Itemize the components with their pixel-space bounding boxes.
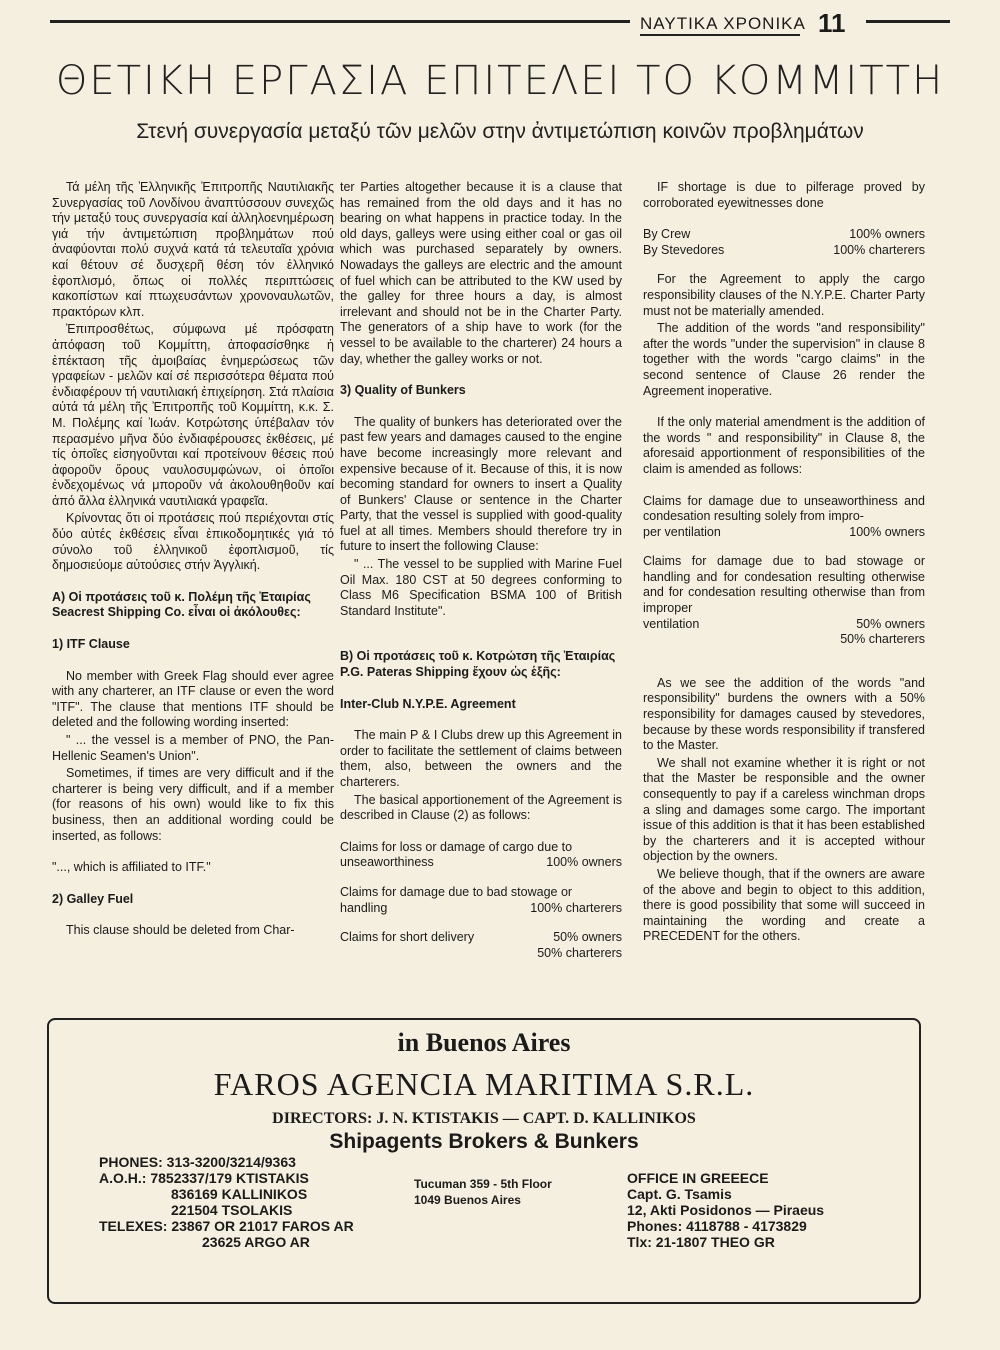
ad-aoh: 221504 TSOLAKIS <box>171 1202 293 1218</box>
paragraph: IF shortage is due to pilferage proved by corroborated eyewitnesses done <box>643 180 925 210</box>
claim-entry <box>643 554 925 648</box>
section-heading: 3) Quality of Bunkers <box>340 383 466 398</box>
ad-city: in Buenos Aires <box>397 1028 571 1057</box>
claim-text: unseaworthiness <box>340 855 434 870</box>
paragraph: We shall not examine whether it is right or not that the Master be responsible and the owner consequently to pay if a careless winchman drops a sling and damages some cargo. The important issue of this addition is that it has been established by the charterers and it is accepted withour objection by the owners. <box>643 755 925 864</box>
paragraph: If the only material amendment is the addition of the words " and responsibility" in Clause 8, the aforesaid apportionment of responsibilities of the claim is amended as follows: <box>643 415 925 476</box>
claim-text: Claims for damage due to bad stowage or <box>340 884 573 899</box>
paragraph: No member with Greek Flag should ever agree with any charterer, an ITF clause or even the word "ITF". The clause that mentions ITF should be deleted and the following wording inserted: <box>52 668 334 730</box>
section-heading: 1) ITF Clause <box>52 637 130 652</box>
paragraph: The basical apportionement of the Agreement is described in Clause (2) as follows: <box>340 792 622 823</box>
masthead-rule-right <box>866 20 950 23</box>
ad-office-line: Tlx: 21-1807 THEO GR <box>627 1234 775 1250</box>
paragraph: Τά μέλη τῆς Ἑλληνικῆς Ἐπιτροπῆς Ναυτιλιακῆς Συνεργασίας τοῦ Λονδίνου ἀναπτύσσουν συνεχῶς τήν μεταξύ τους συνεργασία καί ἀλληλοενημέρωση γιά τήν ἀντιμετώπιση προβλημάτων πού ἀναφύονται πολύ συχνά κατά τά τελευταῖα χρόνια καί θέτουν σέ δυσχερῆ θέση τόν ἑλληνικό ἐφοπλισμό, ὅπως οἱ πολλές περιπτώσεις κακοπίστων καί πτωχευσάντων χρονοναυλωτῶν, πρακτόρων κλπ. <box>52 180 334 319</box>
ad-aoh: A.O.H.: 7852337/179 KTISTAKIS <box>99 1170 309 1186</box>
claim-value: 50% owners <box>856 616 925 631</box>
claim-value: 100% owners <box>849 227 925 242</box>
section-heading: Α) Οἱ προτάσεις τοῦ κ. Πολέμη τῆς Ἑταιρίας Seacrest Shipping Co. εἶναι οἱ ἀκόλουθες: <box>52 589 311 620</box>
ad-address-line: Tucuman 359 - 5th Floor <box>414 1177 552 1191</box>
claim-text: handling <box>340 900 388 915</box>
paragraph: As we see the addition of the words "and responsibility" burdens the owners with a 50% responsibility for damages caused by stevedores, because by these words responsibility if transfered to the Master. <box>643 675 925 753</box>
subheadline: Στενή συνεργασία μεταξύ τῶν μελῶν στην ἀντιμετώπιση κοινῶν προβλημάτων <box>136 120 864 143</box>
claim-value: 50% charterers <box>537 945 622 960</box>
ad-address <box>414 1176 552 1208</box>
paragraph: The addition of the words "and responsibility" after the words "under the supervision" in clause 8 together with the words "cargo claims" in the second sentence of Clause 26 render the Agreement inoperative. <box>643 321 925 398</box>
paragraph: "..., which is affiliated to ITF." <box>52 860 211 875</box>
claim-entry <box>340 930 622 961</box>
headline: ΘΕΤΙΚΗ ΕΡΓΑΣΙΑ ΕΠΙΤΕΛΕΙ ΤΟ ΚΟΜΜΙΤΤΗ <box>55 58 945 104</box>
masthead-underline <box>640 34 800 36</box>
ad-phones: PHONES: 313-3200/3214/9363 <box>99 1154 296 1170</box>
ad-telex: 23625 ARGO AR <box>202 1234 310 1250</box>
claim-value: 50% owners <box>553 930 622 945</box>
paragraph: The main P & I Clubs drew up this Agreement in order to facilitate the settlement of claims between them, also, between the owners and the charterers. <box>340 728 622 789</box>
paragraph: ter Parties altogether because it is a clause that has remained from the old days and it has no bearing on what happens in practice today. In the old days, galleys were using either coal or gas oil which was purchased separately by owners. Nowadays the galleys are electric and the amount of fuel which can be attributed to the KW used by the galley for three hours a day, is almost irrelevant and should not be in the Charter Party. The generators of a ship have to work (for the vessel to be available to the charterer) 24 hours a day, whether the galley works or not. <box>340 180 622 366</box>
masthead-rule-left <box>50 20 630 23</box>
claim-text: Claims for damage due to unseaworthiness and condesation resulting solely from impro- <box>643 493 925 524</box>
paragraph: Sometimes, if times are very difficult and if the charterer is being very difficult, and if a member (for reasons of his own) would like to fix this business, then an additional wording could be inserted, as follows: <box>52 766 334 843</box>
claim-text: By Crew <box>643 227 691 242</box>
paragraph: The quality of bunkers has deteriorated over the past few years and damages caused to the engine have become increasingly more relevant and expensive because of it. Because of this, it is now becoming standard for owners to insert a Quality of Bunkers' Clause or sentence in the Charter Party, that the vessel is supplied with good-quality fuel at all times. Members should therefore try in future to insert the following Clause: <box>340 414 622 554</box>
section-heading: 2) Galley Fuel <box>52 891 134 906</box>
ad-telex: TELEXES: 23867 OR 21017 FAROS AR <box>99 1218 354 1234</box>
claim-entry <box>340 840 622 871</box>
paragraph: " ... The vessel to be supplied with Marine Fuel Oil Max. 180 CST at 50 degrees conforming to Class M6 Specification BSMA 100 of British Standard Institute". <box>340 557 622 618</box>
column-3 <box>643 180 925 947</box>
ad-company-name: FAROS AGENCIA MARITIMA S.R.L. <box>213 1066 755 1102</box>
column-2 <box>340 180 622 961</box>
claim-value: 100% charterers <box>833 242 925 257</box>
claim-value: 100% owners <box>849 524 925 539</box>
ad-aoh: 836169 KALLINIKOS <box>171 1186 308 1202</box>
ad-address-line: 1049 Buenos Aires <box>414 1193 521 1207</box>
section-heading: Β) Οἱ προτάσεις τοῦ κ. Κοτρώτση τῆς Ἑταιρίας P.G. Pateras Shipping ἔχουν ὡς ἑξῆς: <box>340 649 616 680</box>
paragraph: " ... the vessel is a member of PNO, the Pan-Hellenic Seamen's Union". <box>52 733 334 763</box>
claim-text: Claims for short delivery <box>340 930 475 945</box>
claim-value: 50% charterers <box>840 632 925 647</box>
ad-office-line: Capt. G. Tsamis <box>627 1186 732 1202</box>
ad-greek-office <box>627 1170 824 1250</box>
claim-text: Claims for damage due to bad stowage or handling and for condesation resulting otherwise and for condesation resulting otherwise than from improper <box>643 554 925 616</box>
claim-text: per ventilation <box>643 524 721 539</box>
claim-entry <box>340 885 622 916</box>
claim-value: 100% charterers <box>530 900 622 915</box>
paragraph: This clause should be deleted from Char- <box>66 923 295 938</box>
ad-directors: DIRECTORS: J. N. KTISTAKIS — CAPT. D. KALLINIKOS <box>272 1110 696 1127</box>
ad-services: Shipagents Brokers & Bunkers <box>329 1130 639 1153</box>
ad-office-title: OFFICE IN GREEECE <box>627 1170 769 1186</box>
claim-value: 100% owners <box>546 855 622 870</box>
claim-text: Claims for loss or damage of cargo due to <box>340 839 573 854</box>
page-number: 11 <box>818 8 846 38</box>
column-1 <box>52 180 334 941</box>
paragraph: We believe though, that if the owners are aware of the above and begin to object to this addition, there is good possibility that some will succeed in maintaining the wording and create a PRECEDENT for the others. <box>643 866 925 944</box>
masthead-name: ΝΑΥΤΙΚΑ ΧΡΟΝΙΚΑ <box>640 14 806 33</box>
ad-office-line: Phones: 4118788 - 4173829 <box>627 1218 807 1234</box>
paragraph: For the Agreement to apply the cargo responsibility clauses of the N.Y.P.E. Charter Party must not be materially amended. <box>643 272 925 318</box>
paragraph: Ἐπιπροσθέτως, σύμφωνα μέ πρόσφατη ἀπόφαση τοῦ Κομμίττη, ἀποφασίσθηκε ἡ ἐπέκταση τῆς ἀμοιβαίας ἐνημερώσεως τῶν γραφείων - μελῶν καί σέ περισσότερα θέματα πού ἐνδιαφέρουν τή ναυτιλιακή ἐπιχείρηση. Στά πλαίσια αὐτά τά μέλη τῆς Ἐπιτροπῆς τοῦ Κομμίττη, κ.κ. Σ. Μ. Πολέμης καί Ἰωάν. Κοτρώτσης ὑπέβαλαν τόν περασμένο μῆνα δύο ἐνδιαφέρουσες ἐκθέσεις, μέ τίς ὁποῖες εἰσηγοῦνται καί προτείνουν θέσεις πού ἀφοροῦν ὅρους ναυλοσυμφώνων, οἱ ὁποῖοι ἐνδεχομένως νά μποροῦν νά ἀκολουθηθοῦν καί ἀπό ἄλλα ἑλληνικά ναυτιλιακά γραφεῖα. <box>52 322 334 508</box>
paragraph: Κρίνοντας ὅτι οἱ προτάσεις πού περιέχονται στίς δύο αὐτές ἐκθέσεις εἶναι ἐπικοδομητικές γιά τό σύνολο τοῦ ἑλληνικοῦ ἐφοπλισμοῦ, τίς δημοσιεύομε αὐτούσιες στήν Ἀγγλική. <box>52 511 334 573</box>
claim-entry <box>643 494 925 541</box>
ad-contacts <box>99 1154 354 1250</box>
section-heading: Inter-Club N.Y.P.E. Agreement <box>340 696 516 711</box>
ad-office-line: 12, Akti Posidonos — Piraeus <box>627 1202 825 1218</box>
claim-text: ventilation <box>643 616 700 631</box>
advertisement-box <box>47 1018 921 1304</box>
claim-text: By Stevedores <box>643 242 725 257</box>
